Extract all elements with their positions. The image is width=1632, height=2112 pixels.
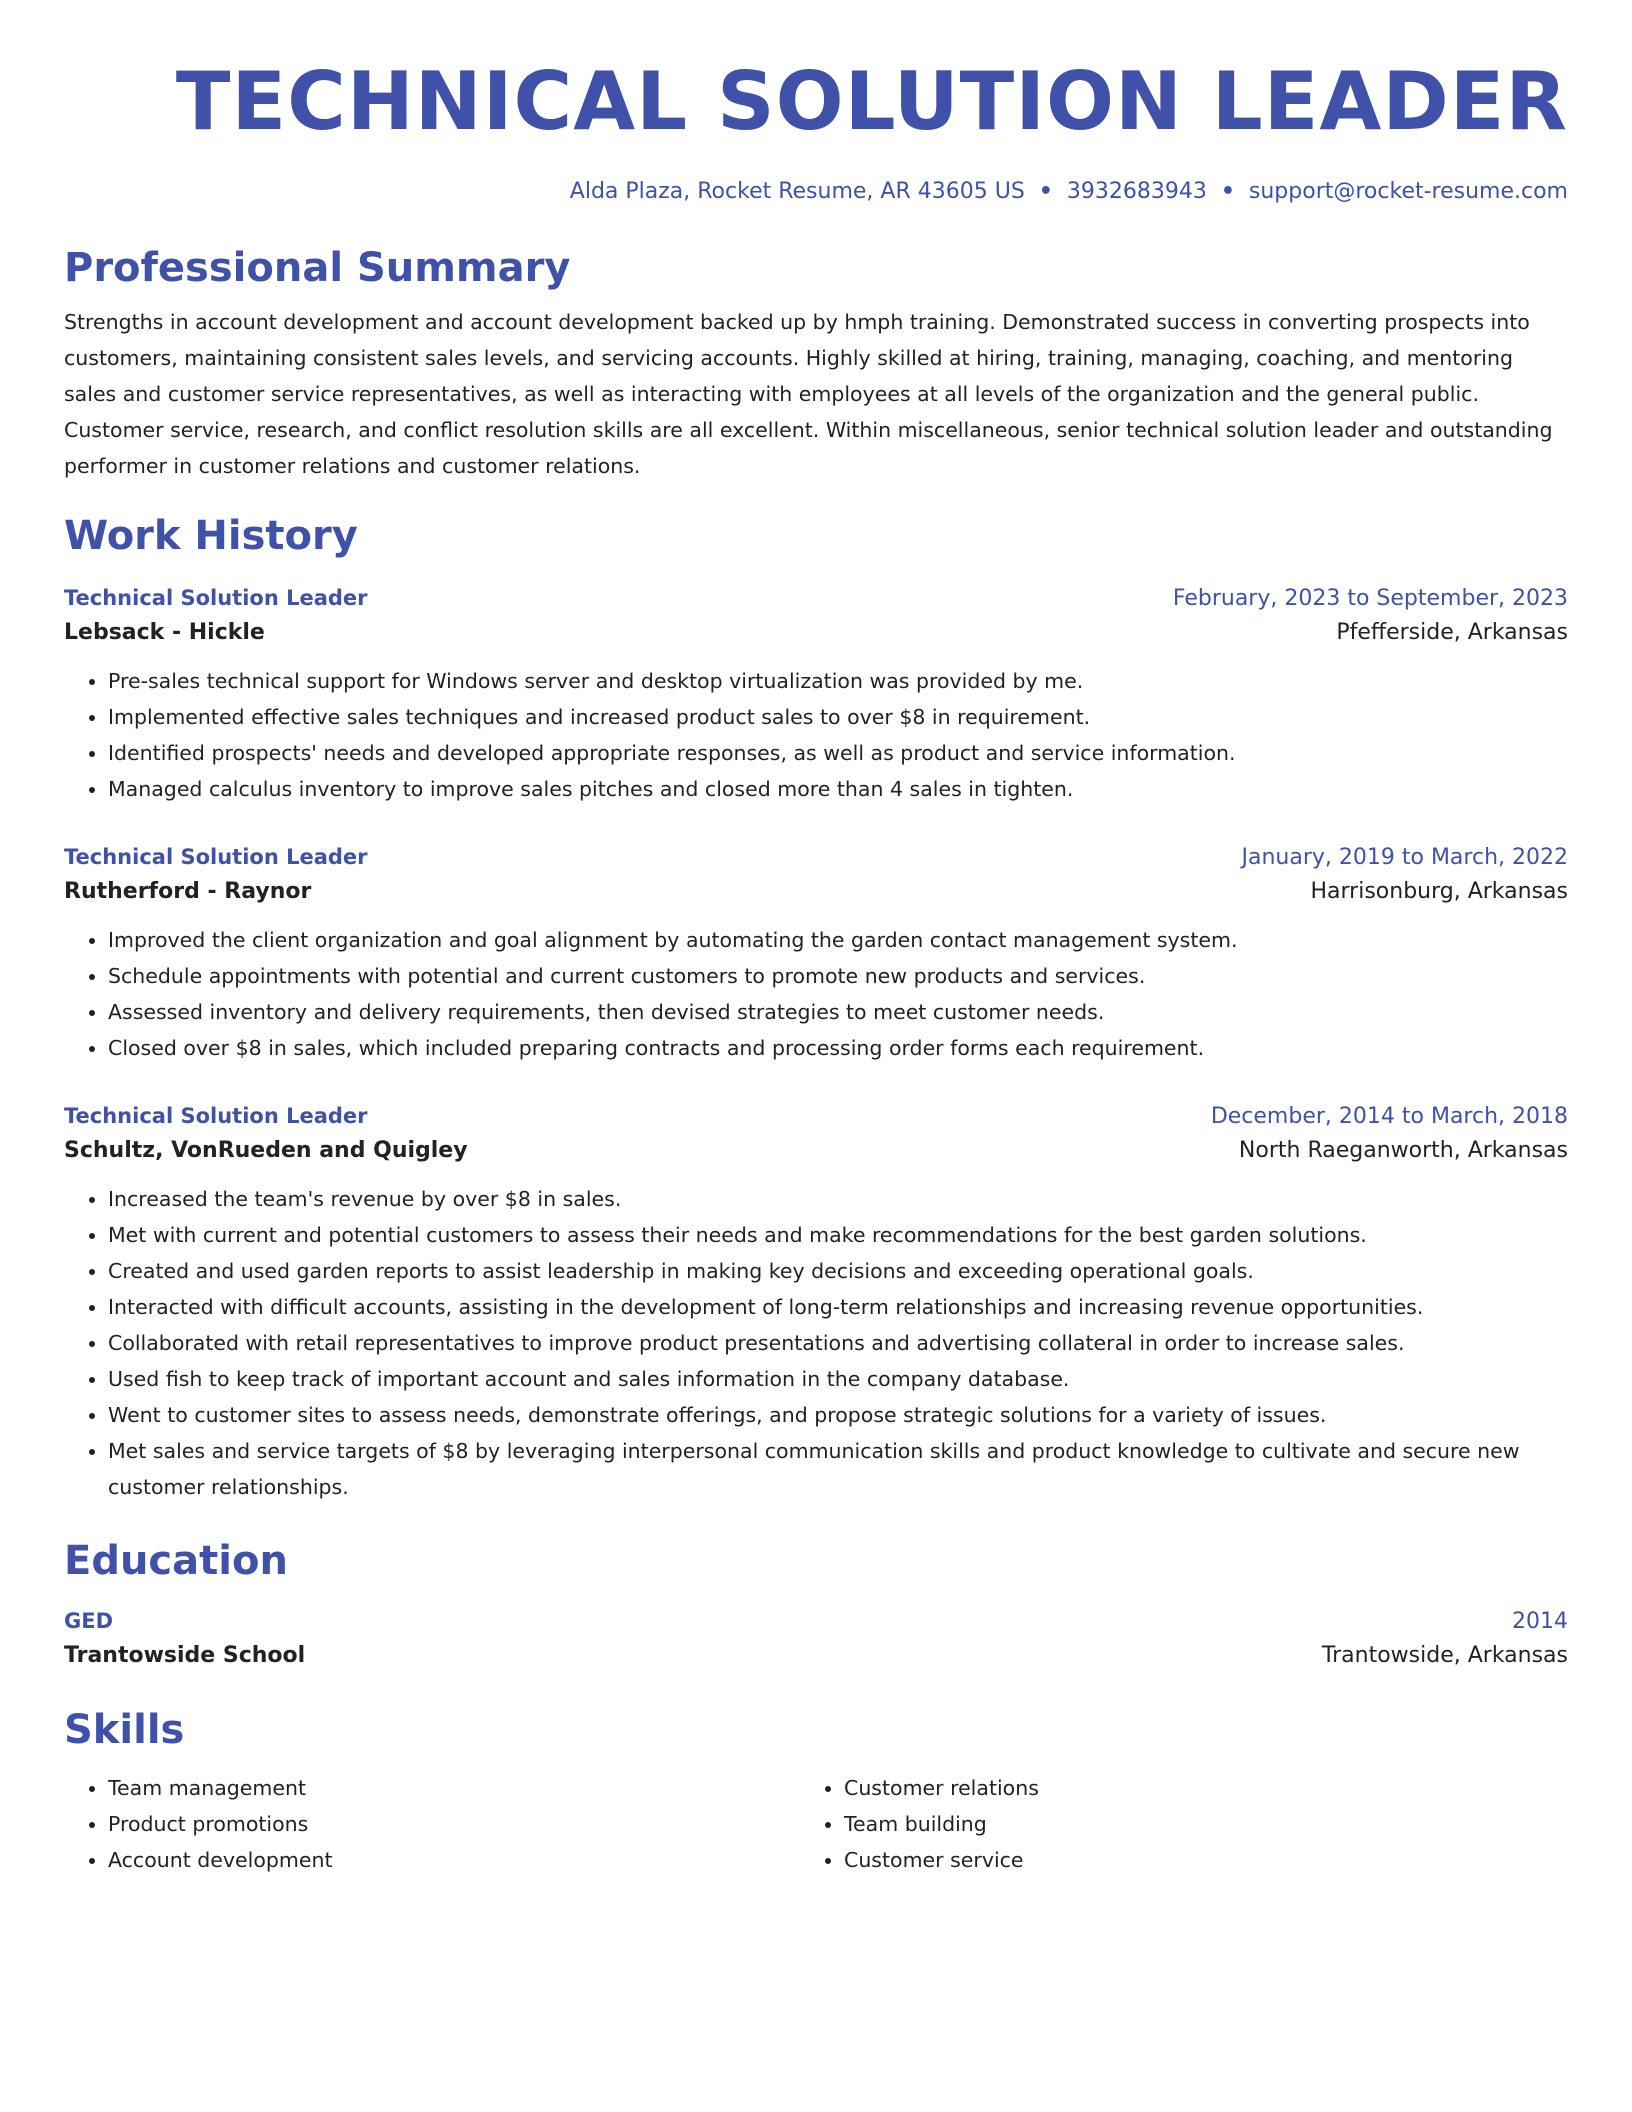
job-bullet: • Collaborated with retail representatives to improve product presentations and advertising collateral in order to increase sales. xyxy=(108,1325,1568,1361)
contact-separator: • xyxy=(1220,179,1235,204)
education-degree: GED xyxy=(64,1609,114,1633)
job-entry xyxy=(64,841,1568,1066)
job-bullets xyxy=(64,922,1568,1066)
job-bullet: • Increased the team's revenue by over $8 in sales. xyxy=(108,1181,1568,1217)
contact-separator: • xyxy=(1038,179,1053,204)
education-heading: Education xyxy=(64,1538,288,1584)
contact-address: Alda Plaza, Rocket Resume, AR 43605 US xyxy=(569,179,1025,204)
skills-heading: Skills xyxy=(64,1707,185,1753)
job-bullet: • Implemented effective sales techniques and increased product sales to over $8 in requirement. xyxy=(108,699,1568,735)
job-location: North Raeganworth, Arkansas xyxy=(1238,1138,1568,1163)
job-bullet: • Managed calculus inventory to improve sales pitches and closed more than 4 sales in tighten. xyxy=(108,771,1568,807)
skills-column-left xyxy=(64,1770,764,1878)
job-company: Lebsack - Hickle xyxy=(64,620,265,645)
job-bullet: • Created and used garden reports to assist leadership in making key decisions and exceeding operational goals. xyxy=(108,1253,1568,1289)
job-company: Rutherford - Raynor xyxy=(64,879,312,904)
education-location: Trantowside, Arkansas xyxy=(1321,1643,1568,1668)
job-bullet: • Closed over $8 in sales, which included preparing contracts and processing order forms each requirement. xyxy=(108,1030,1568,1066)
job-bullet: • Schedule appointments with potential and current customers to promote new products and services. xyxy=(108,958,1568,994)
skills-list xyxy=(64,1770,1568,1878)
job-entry xyxy=(64,582,1568,807)
resume-name: TECHNICAL SOLUTION LEADER xyxy=(175,55,1568,148)
job-dates: February, 2023 to September, 2023 xyxy=(1172,586,1568,611)
skill-item: • Customer service xyxy=(844,1842,1524,1878)
job-company: Schultz, VonRueden and Quigley xyxy=(64,1138,468,1163)
job-title: Technical Solution Leader xyxy=(64,1104,368,1128)
skill-item: • Customer relations xyxy=(844,1770,1524,1806)
job-bullet: • Assessed inventory and delivery requirements, then devised strategies to meet customer needs. xyxy=(108,994,1568,1030)
skill-item: • Team building xyxy=(844,1806,1524,1842)
contact-line xyxy=(64,176,1568,208)
summary-heading: Professional Summary xyxy=(64,245,571,291)
job-bullet: • Met sales and service targets of $8 by leveraging interpersonal communication skills and product knowledge to cultivate and secure new customer relationships. xyxy=(108,1433,1568,1505)
contact-phone: 3932683943 xyxy=(1066,179,1207,204)
job-bullets xyxy=(64,663,1568,807)
education-school: Trantowside School xyxy=(64,1643,306,1668)
job-bullet: • Improved the client organization and goal alignment by automating the garden contact management system. xyxy=(108,922,1568,958)
job-dates: January, 2019 to March, 2022 xyxy=(1241,845,1568,870)
skill-item: • Team management xyxy=(108,1770,764,1806)
job-bullet: • Used fish to keep track of important account and sales information in the company database. xyxy=(108,1361,1568,1397)
job-dates: December, 2014 to March, 2018 xyxy=(1210,1104,1568,1129)
skill-item: • Account development xyxy=(108,1842,764,1878)
summary-text: Strengths in account development and account development backed up by hmph training. Demonstrated success in converting prospects into customers, maintaining consistent sales levels, and servicing accounts. Highly skilled at hiring, training, managing, coaching, and mentoring sales and customer service representatives, as well as interacting with employees at all levels of the organization and the general public. Customer service, research, and conflict resolution skills are all excellent. Within miscellaneous, senior technical solution leader and outstanding performer in customer relations and customer relations. xyxy=(64,310,1553,478)
skill-item: • Product promotions xyxy=(108,1806,764,1842)
education-year: 2014 xyxy=(1512,1609,1568,1634)
job-entry xyxy=(64,1100,1568,1505)
contact-email: support@rocket-resume.com xyxy=(1248,179,1568,204)
job-bullet: • Met with current and potential customers to assess their needs and make recommendations for the best garden solutions. xyxy=(108,1217,1568,1253)
job-bullet: • Pre-sales technical support for Windows server and desktop virtualization was provided by me. xyxy=(108,663,1568,699)
job-bullet: • Went to customer sites to assess needs, demonstrate offerings, and propose strategic solutions for a variety of issues. xyxy=(108,1397,1568,1433)
job-title: Technical Solution Leader xyxy=(64,845,368,869)
resume-header xyxy=(64,52,1568,208)
job-title: Technical Solution Leader xyxy=(64,586,368,610)
work-history-heading: Work History xyxy=(64,513,358,559)
job-bullets xyxy=(64,1181,1568,1505)
education-entry xyxy=(64,1605,1568,1674)
skills-column-right xyxy=(764,1770,1524,1878)
job-location: Harrisonburg, Arkansas xyxy=(1310,879,1568,904)
job-bullet: • Identified prospects' needs and developed appropriate responses, as well as product and service information. xyxy=(108,735,1568,771)
job-bullet: • Interacted with difficult accounts, assisting in the development of long-term relationships and increasing revenue opportunities. xyxy=(108,1289,1568,1325)
job-location: Pfefferside, Arkansas xyxy=(1336,620,1568,645)
